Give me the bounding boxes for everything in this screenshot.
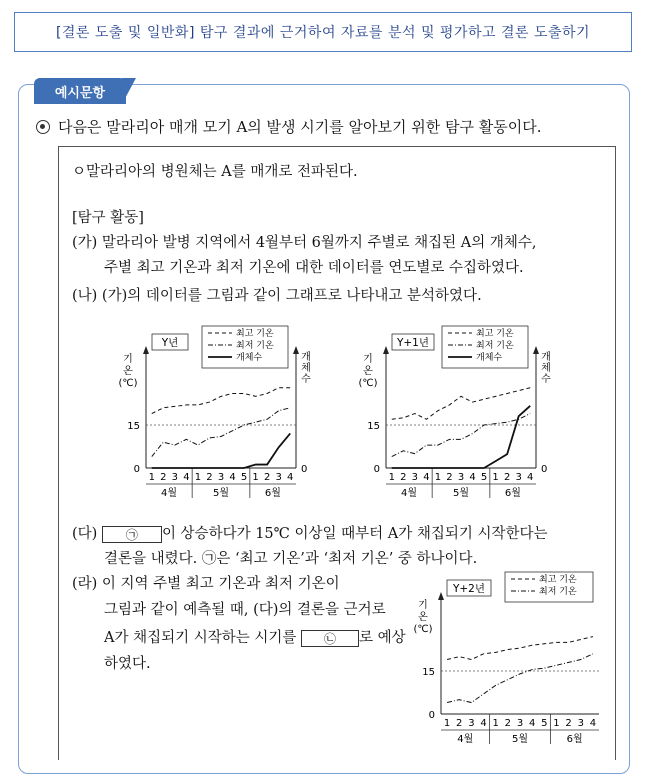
blank-1: [102, 526, 162, 543]
y-axis-label-part: 기: [418, 600, 428, 611]
x-tick-label: 3: [457, 472, 465, 483]
chart-y: [112, 322, 317, 506]
question-stem: 다음은 말라리아 매개 모기 A의 발생 시기를 알아보기 위한 탐구 활동이다.: [58, 118, 542, 136]
x-tick-label: 3: [275, 472, 282, 483]
y-axis-right-arrow-icon: [293, 346, 299, 354]
x-tick-label: 4: [589, 718, 597, 729]
series-line-2: [152, 433, 290, 468]
legend-label: 최고 기온: [236, 329, 274, 339]
example-tab: [34, 78, 126, 104]
blank-1-label: ㉠: [125, 527, 138, 542]
step-ra-line4: 하였다.: [104, 656, 151, 672]
chart-title: Y+1년: [396, 337, 430, 349]
month-label: 6월: [504, 488, 521, 499]
series-line-1: [152, 408, 290, 457]
blank-2: [301, 630, 359, 647]
step-ra-line3b: 로 예상: [359, 630, 406, 646]
step-ra-line1: (라) 이 지역 주별 최고 기온과 최저 기온이: [72, 576, 340, 592]
series-line-0: [392, 388, 530, 420]
step-da-text: 이 상승하다가 15℃ 이상일 때부터 A가 채집되기 시작한다는: [161, 526, 548, 542]
series-line-2: [392, 406, 530, 468]
series-line-0: [447, 637, 593, 660]
month-label: 6월: [264, 488, 281, 499]
activity-heading: [탐구 활동]: [72, 210, 144, 226]
step-ra-line3: [104, 628, 406, 648]
x-tick-label: 2: [503, 472, 511, 483]
step-ga-line2: 주별 최고 기온과 최저 기온에 대한 데이터를 연도별로 수집하였다.: [104, 260, 524, 276]
x-tick-label: 2: [456, 718, 463, 729]
x-tick-label: 4: [528, 718, 536, 729]
y-tick-label: 0: [133, 464, 140, 475]
y-axis-label-part: 기: [363, 354, 373, 365]
section-header-title: [결론 도출 및 일반화] 탐구 결과에 근거하여 자료를 분석 및 평가하고 결론 도출하기: [55, 25, 591, 41]
section-header: [14, 12, 632, 52]
x-tick-label: 2: [263, 472, 271, 483]
x-tick-label: 3: [577, 718, 584, 729]
blank-2-label: ㉡: [323, 631, 336, 646]
y-axis-arrow-icon: [143, 346, 149, 354]
y-axis-right-label-part: 수: [301, 374, 311, 385]
x-tick-label: 4: [183, 472, 190, 483]
month-label: 4월: [161, 488, 178, 499]
intro-line: ㅇ말라리아의 병원체는 A를 매개로 전파된다.: [72, 164, 358, 180]
x-tick-label: 1: [434, 472, 442, 483]
chart-y-plus-1: [352, 322, 557, 506]
y-axis-right-label-part: 개: [301, 352, 311, 363]
y-axis-right-arrow-icon: [533, 346, 539, 354]
legend-label: 최저 기온: [476, 341, 514, 351]
x-tick-label: 4: [229, 472, 236, 483]
chart-title: Y년: [161, 337, 179, 349]
y-axis-arrow-icon: [383, 346, 389, 354]
x-tick-label: 2: [565, 718, 572, 729]
x-tick-label: 2: [206, 472, 213, 483]
x-tick-label: 1: [388, 472, 395, 483]
x-tick-label: 5: [480, 472, 488, 483]
x-tick-label: 1: [492, 472, 499, 483]
y-axis-right-label-part: 수: [541, 374, 551, 385]
month-label: 4월: [401, 488, 418, 499]
right-tick-label: 0: [541, 464, 548, 475]
bullet-icon: [36, 120, 50, 134]
x-tick-label: 3: [468, 718, 475, 729]
chart-y-plus-2: [413, 568, 613, 752]
legend-label: 최고 기온: [476, 329, 514, 339]
x-tick-label: 3: [515, 472, 522, 483]
x-tick-label: 4: [423, 472, 430, 483]
x-tick-label: 2: [400, 472, 407, 483]
y-axis-arrow-icon: [438, 592, 444, 600]
x-tick-label: 4: [287, 472, 294, 483]
y-axis-right-label-part: 체: [541, 363, 551, 374]
x-tick-label: 5: [541, 718, 548, 729]
x-tick-label: 4: [527, 472, 534, 483]
y-tick-label: 15: [422, 667, 435, 678]
series-line-0: [152, 388, 290, 414]
x-tick-label: 1: [252, 472, 259, 483]
x-tick-label: 4: [480, 718, 487, 729]
step-ga-line1: (가) 말라리아 발병 지역에서 4월부터 6월까지 주별로 채집된 A의 개체수,: [72, 235, 537, 251]
x-tick-label: 3: [411, 472, 419, 483]
x-tick-label: 5: [240, 472, 248, 483]
y-tick-label: 0: [428, 710, 435, 721]
month-label: 6월: [566, 734, 583, 745]
y-axis-label-part: (℃): [413, 624, 433, 635]
y-axis-right-label-part: 체: [301, 363, 311, 374]
y-tick-label: 15: [367, 421, 380, 432]
step-da-prefix: (다): [72, 526, 98, 542]
x-tick-label: 1: [194, 472, 202, 483]
step-na-line: (나) (가)의 데이터를 그림과 같이 그래프로 나타내고 분석하였다.: [72, 288, 482, 304]
chart-title: Y+2년: [452, 583, 486, 595]
step-da-line1: [72, 524, 548, 544]
y-tick-label: 0: [373, 464, 380, 475]
y-axis-label-part: (℃): [118, 378, 138, 389]
month-label: 4월: [457, 734, 474, 745]
series-line-1: [447, 654, 593, 703]
legend-label: 개체수: [476, 353, 503, 363]
x-tick-label: 3: [217, 472, 225, 483]
y-axis-label-part: 온: [363, 366, 373, 377]
right-tick-label: 0: [301, 464, 308, 475]
legend-label: 최저 기온: [539, 587, 577, 597]
step-da-line2: 결론을 내렸다. ㉠은 ‘최고 기온’과 ‘최저 기온’ 중 하나이다.: [104, 551, 478, 567]
legend-label: 최고 기온: [539, 575, 577, 585]
legend-label: 최저 기온: [236, 341, 274, 351]
y-axis-label-part: 온: [123, 366, 133, 377]
y-axis-label-part: (℃): [358, 378, 378, 389]
x-tick-label: 1: [443, 718, 451, 729]
x-tick-label: 1: [492, 718, 499, 729]
question-text: [36, 116, 542, 137]
x-tick-label: 3: [171, 472, 179, 483]
x-tick-label: 1: [148, 472, 155, 483]
x-tick-label: 2: [446, 472, 453, 483]
y-axis-label-part: 온: [418, 612, 428, 623]
x-tick-label: 2: [504, 718, 512, 729]
y-axis-label-part: 기: [123, 354, 133, 365]
x-tick-label: 4: [469, 472, 476, 483]
example-tab-label: 예시문항: [54, 85, 106, 101]
x-tick-label: 2: [160, 472, 167, 483]
y-axis-right-label-part: 개: [541, 352, 551, 363]
month-label: 5월: [452, 488, 470, 499]
series-line-1: [392, 414, 530, 457]
month-label: 5월: [511, 734, 529, 745]
x-tick-label: 1: [553, 718, 560, 729]
step-ra-line2: 그림과 같이 예측될 때, (다)의 결론을 근거로: [104, 602, 386, 618]
step-ra-line3a: A가 채집되기 시작하는 시기를: [104, 630, 297, 646]
legend-label: 개체수: [236, 353, 263, 363]
x-tick-label: 3: [516, 718, 524, 729]
y-tick-label: 15: [127, 421, 140, 432]
month-label: 5월: [212, 488, 230, 499]
